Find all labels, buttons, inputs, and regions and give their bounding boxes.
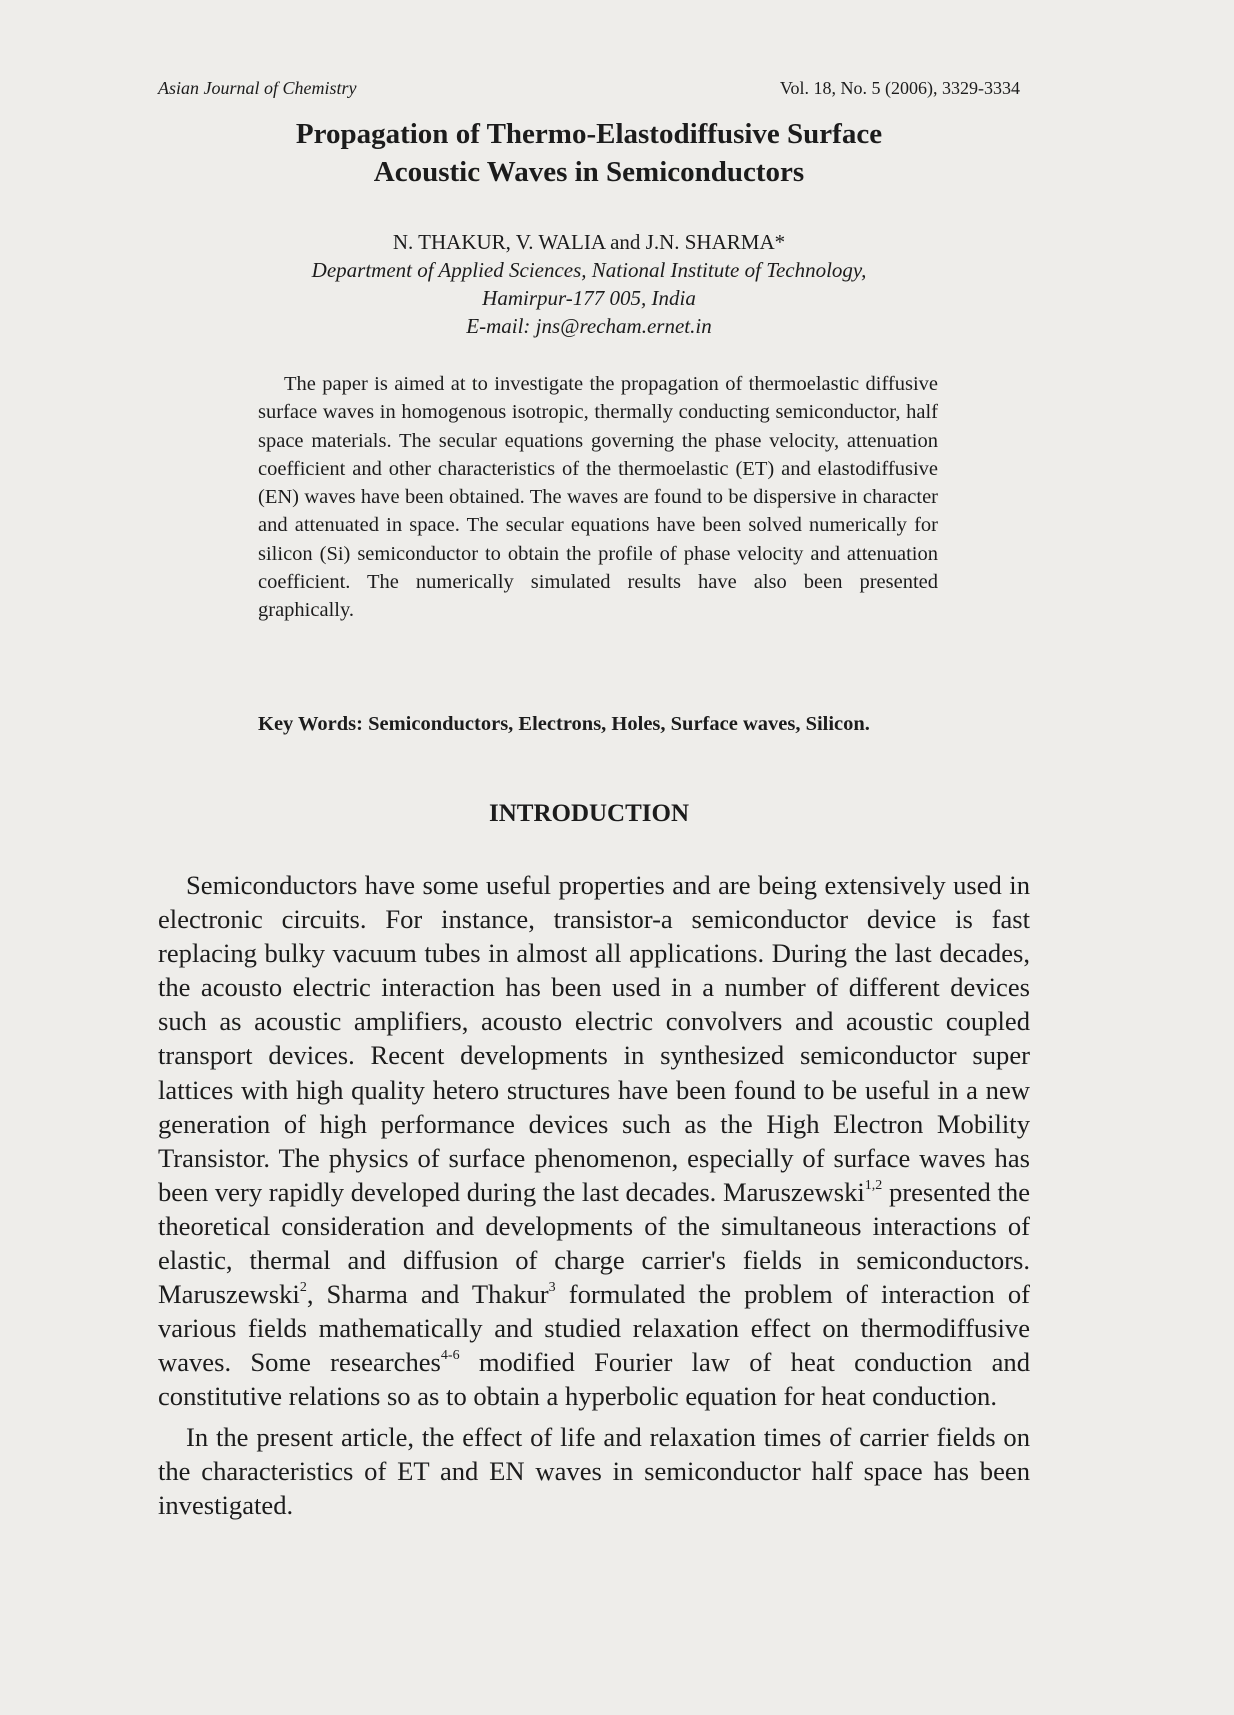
- title-line-2: Acoustic Waves in Semiconductors: [373, 156, 805, 188]
- affiliation: [158, 256, 1020, 340]
- volume-info: Vol. 18, No. 5 (2006), 3329-3334: [779, 78, 1020, 98]
- affiliation-email: E-mail: jns@recham.ernet.in: [466, 314, 712, 338]
- abstract: [258, 370, 938, 625]
- affiliation-line-2: Hamirpur-177 005, India: [482, 286, 696, 310]
- intro-paragraph-1: Semiconductors have some useful properties and are being extensively used in electronic circuits. For instance, transistor-a semiconductor device is fast replacing bulky vacuum tubes in almost all applications. During the last decades, the acousto electric interaction has been used in a number of different devices such as acoustic amplifiers, acousto electric convolvers and acoustic coupled transport devices. Recent developments in synthesized semiconductor super lattices with high quality hetero structures have been found to be useful in a new generation of high performance devices such as the High Electron Mobility Transistor. The physics of surface phenomenon, especially of surface waves has been very rapidly developed during the last decades. Maruszewski$^{1,2}$ presented the theoretical consideration and developments of the simultaneous interactions of elastic, thermal and diffusion of charge carrier's fields in semiconductors. Maruszewski$^2$, Sharma and Thakur$^3$ formulated the problem of interaction of various fields mathematically and studied relaxation effect on thermodiffusive waves. Some researches$^{4-6}$ modified Fourier law of heat conduction and constitutive relations so as to obtain a hyperbolic equation for heat conduction.: [158, 870, 1030, 1412]
- citation-ref: 1,2: [864, 1177, 883, 1193]
- citation-ref: 3: [548, 1280, 556, 1296]
- paper-title: [158, 115, 1020, 191]
- intro-paragraph-2: In the present article, the effect of life and relaxation times of carrier fields on the characteristics of ET and EN waves in semiconductor half space has been investigated.: [158, 1421, 1030, 1520]
- keywords: Key Words: Semiconductors, Electrons, Holes, Surface waves, Silicon.: [258, 713, 870, 735]
- title-line-1: Propagation of Thermo-Elastodiffusive Surface: [295, 118, 883, 150]
- introduction-body: [158, 868, 1030, 1522]
- journal-name: Asian Journal of Chemistry: [158, 78, 357, 98]
- author-list: N. THAKUR, V. WALIA and J.N. SHARMA*: [392, 230, 786, 254]
- running-header: [158, 78, 1020, 99]
- citation-ref: 2: [299, 1280, 307, 1296]
- affiliation-line-1: Department of Applied Sciences, National Institute of Technology,: [311, 258, 867, 282]
- section-heading-introduction: INTRODUCTION: [488, 800, 690, 827]
- abstract-text: The paper is aimed at to investigate the propagation of thermoelastic diffusive surface waves in homogenous isotropic, thermally conducting semiconductor, half space materials. The secular equations governing the phase velocity, attenuation coefficient and other characteristics of the thermoelastic (ET) and elastodiffusive (EN) waves have been obtained. The waves are found to be dispersive in character and attenuated in space. The secular equations have been solved numerically for silicon (Si) semiconductor to obtain the profile of phase velocity and attenuation coefficient. The numerically simulated results have also been presented graphically.: [258, 373, 938, 622]
- citation-ref: 4-6: [440, 1348, 460, 1364]
